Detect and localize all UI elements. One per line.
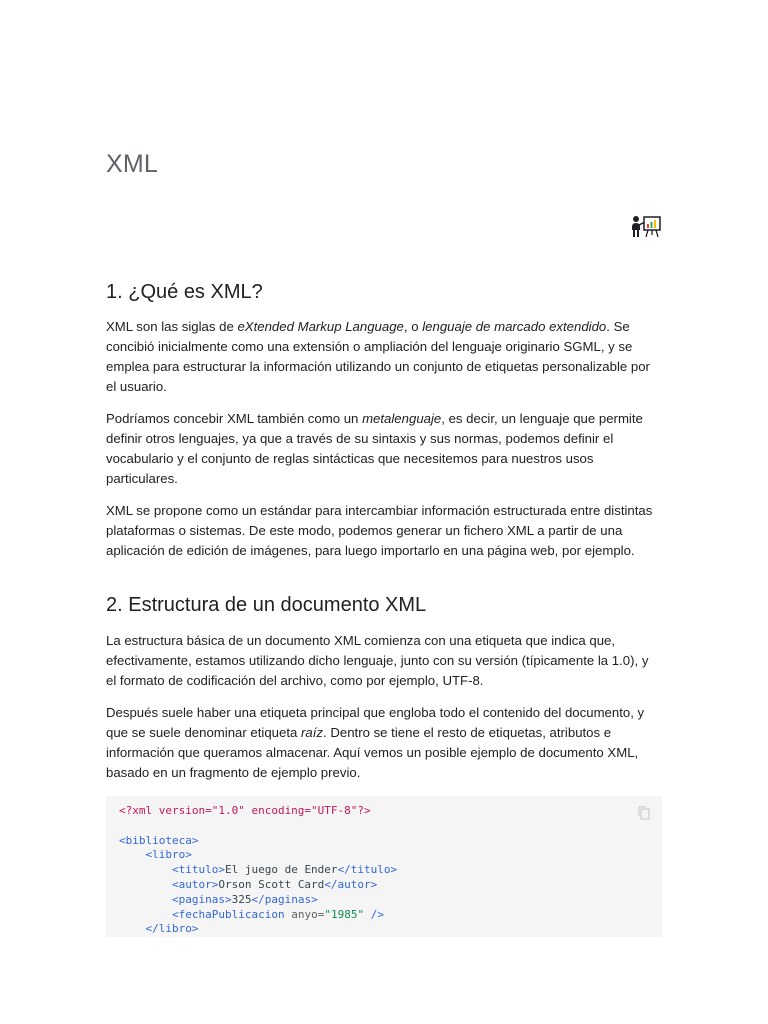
code-tag-fecha-close: /> [370, 907, 384, 921]
code-paginas-text: 325 [231, 892, 252, 906]
code-tag-fecha-open: <fechaPublicacion [171, 907, 285, 921]
code-xml-declaration: <?xml version="1.0" encoding="UTF-8"?> [119, 804, 371, 817]
code-attr-anyo: anyo [291, 907, 318, 921]
paragraph-estructura-basica: La estructura básica de un documento XML comienza con una etiqueta que indica que, efectivamente, estamos utilizando dicho lenguaje, junto con su versión (típicamente la 1.0), y el formato de codificación del archivo, como por ejemplo, UTF-8. [106, 633, 649, 688]
copy-icon[interactable] [638, 806, 650, 820]
code-tag-paginas-open: <paginas> [171, 892, 232, 906]
code-tag-libro-open: <libro> [145, 848, 192, 862]
page-title: XML [106, 150, 159, 178]
presenter-at-whiteboard-icon [630, 215, 662, 239]
code-listing [106, 796, 662, 937]
code-tag-biblioteca-open: <biblioteca> [119, 833, 199, 847]
paragraph-xml-definition: XML son las siglas de eXtended Markup Language, o lenguaje de marcado extendido. Se concibió inicialmente como una extensión o ampliación del lenguaje originario SGML, y se emplea para estructurar la información utilizando un conjunto de etiquetas personalizable por el usuario. [106, 319, 650, 394]
section-heading-que-es-xml: 1. ¿Qué es XML? [106, 281, 263, 303]
paragraph-estandar: XML se propone como un estándar para intercambiar información estructurada entre distintas plataformas o sistemas. De este modo, podemos generar un fichero XML a partir de una aplicación de edición de imágenes, para luego importarlo en una página web, por ejemplo. [106, 503, 653, 558]
section-heading-estructura: 2. Estructura de un documento XML [106, 594, 427, 616]
code-tag-autor-open: <autor> [171, 877, 219, 891]
code-titulo-text: El juego de Ender [224, 863, 338, 877]
paragraph-etiqueta-raiz: Después suele haber una etiqueta principal que engloba todo el contenido del documento, y que se suele denominar etiqueta raíz. Dentro se tiene el resto de etiquetas, atributos e información que queramos almacenar. Aquí vemos un posible ejemplo de documento XML, basado en un fragmento de ejemplo previo. [106, 705, 645, 780]
paragraph-metalenguaje: Podríamos concebir XML también como un metalenguaje, es decir, un lenguaje que permite definir otros lenguajes, ya que a través de su sintaxis y sus normas, podemos definir el vocabulario y el conjunto de reglas sintácticas que necesitemos para nuestros usos particulares. [106, 411, 643, 486]
code-attr-value: "1985" [324, 907, 365, 921]
code-tag-libro-close: </libro> [145, 922, 199, 936]
code-autor-text: Orson Scott Card [218, 877, 325, 891]
code-attr-equals: = [317, 907, 325, 921]
code-tag-paginas-close: </paginas> [251, 892, 318, 906]
xml-code-block[interactable] [106, 796, 662, 937]
code-tag-titulo-open: <titulo> [171, 863, 225, 877]
code-tag-titulo-close: </titulo> [337, 863, 398, 877]
code-tag-autor-close: </autor> [324, 877, 378, 891]
